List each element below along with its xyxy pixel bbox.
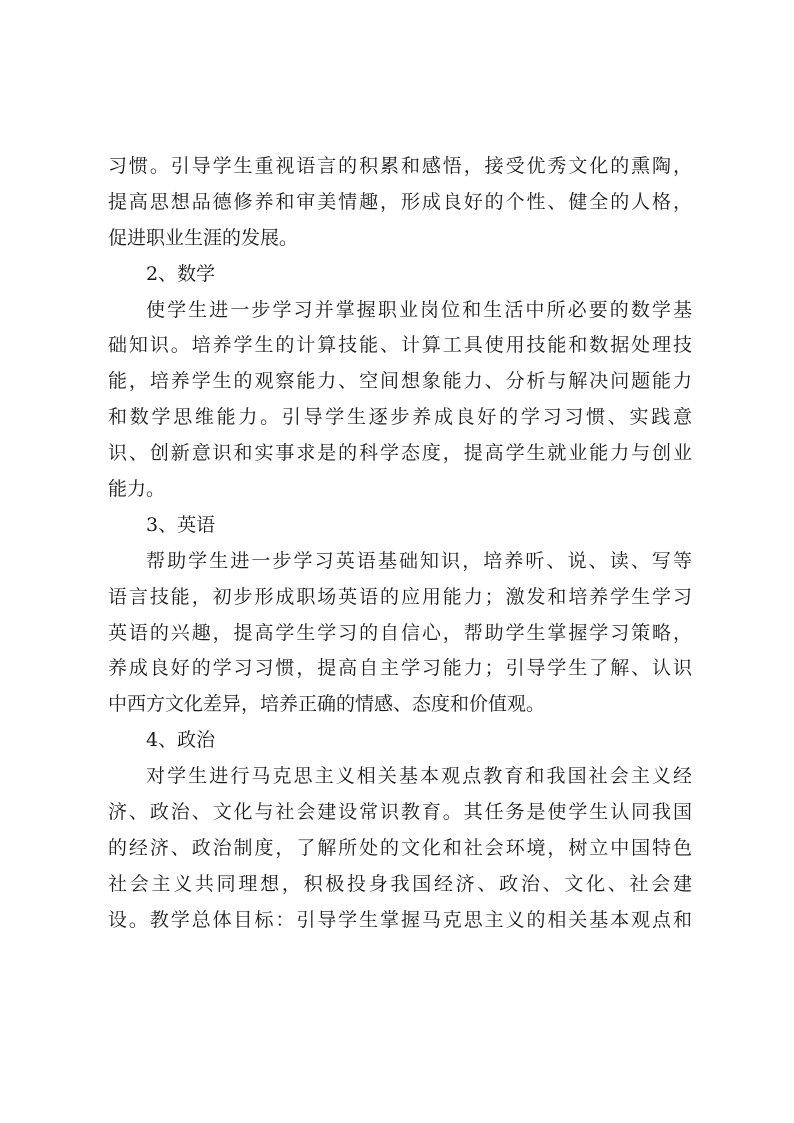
text-line: 英语的兴趣，提高学生学习的自信心，帮助学生掌握学习策略， xyxy=(108,621,692,644)
section-heading: 3、英语 xyxy=(146,513,216,536)
text-line: 提高思想品德修养和审美情趣，形成良好的个性、健全的人格， xyxy=(108,190,692,213)
text-line: 识、创新意识和实事求是的科学态度，提高学生就业能力与创业 xyxy=(108,442,692,465)
text-line: 语言技能，初步形成职场英语的应用能力；激发和培养学生学习 xyxy=(108,585,692,608)
text-line: 帮助学生进一步学习英语基础知识，培养听、说、读、写等 xyxy=(146,549,692,572)
text-line: 的经济、政治制度，了解所处的文化和社会环境，树立中国特色 xyxy=(108,836,692,859)
text-line: 济、政治、文化与社会建设常识教育。其任务是使学生认同我国 xyxy=(108,801,692,824)
text-line: 和数学思维能力。引导学生逐步养成良好的学习习惯、实践意 xyxy=(108,406,692,429)
text-line: 养成良好的学习习惯，提高自主学习能力；引导学生了解、认识 xyxy=(108,657,692,680)
text-line: 础知识。培养学生的计算技能、计算工具使用技能和数据处理技 xyxy=(108,334,692,357)
text-line: 设。教学总体目标：引导学生掌握马克思主义的相关基本观点和 xyxy=(108,908,692,931)
text-line: 中西方文化差异，培养正确的情感、态度和价值观。 xyxy=(108,693,546,716)
section-heading: 2、数学 xyxy=(146,262,216,285)
text-line: 使学生进一步学习并掌握职业岗位和生活中所必要的数学基 xyxy=(146,298,692,321)
text-line: 对学生进行马克思主义相关基本观点教育和我国社会主义经 xyxy=(146,765,692,788)
section-heading: 4、政治 xyxy=(146,729,216,752)
text-line: 社会主义共同理想，积极投身我国经济、政治、文化、社会建 xyxy=(108,872,692,895)
document-body xyxy=(108,149,692,939)
text-line: 能力。 xyxy=(108,478,166,501)
text-line: 能，培养学生的观察能力、空间想象能力、分析与解决问题能力 xyxy=(108,370,692,393)
text-line: 促进职业生涯的发展。 xyxy=(108,226,299,249)
text-line: 习惯。引导学生重视语言的积累和感悟，接受优秀文化的熏陶， xyxy=(108,155,692,177)
